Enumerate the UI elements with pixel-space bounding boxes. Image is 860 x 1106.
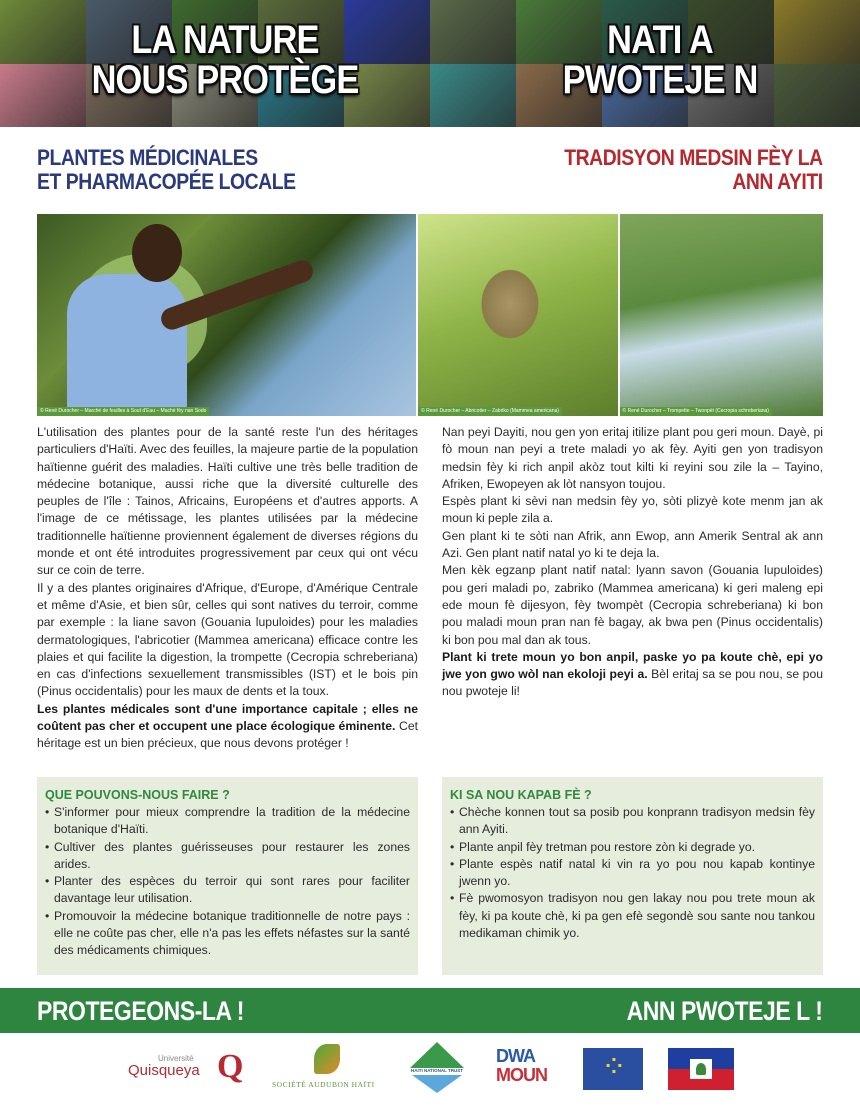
footer-slogan-band bbox=[0, 988, 860, 1033]
paragraph: Espès plant ki sèvi nan medsin fèy yo, sòti plizyè kote menm jan ak moun ki peple zila a. bbox=[442, 494, 823, 526]
eu-stars-icon: ⁘ bbox=[601, 1050, 625, 1085]
woman-figure bbox=[67, 274, 187, 414]
photo-abricotier bbox=[418, 214, 617, 416]
slogan-ht: ANN PWOTEJE L ! bbox=[627, 996, 823, 1026]
photo-caption: © René Durocher – Abricotier – Zabriko (Mammea americana) bbox=[418, 407, 562, 416]
heading-fr-line1: PLANTES MÉDICINALES bbox=[37, 145, 258, 170]
banner-title-ht-line1: NATI A bbox=[607, 18, 713, 62]
uq-name: Quisqueya bbox=[128, 1062, 200, 1079]
uq-q-icon: Q bbox=[217, 1048, 244, 1085]
list-item: • Chèche konnen tout sa posib pou konprann tradisyon medsin fèy ann Ayiti. bbox=[450, 804, 815, 839]
action-list bbox=[450, 804, 815, 942]
body-text-fr bbox=[37, 424, 418, 753]
paragraph: Gen plant ki te sòti nan Afrik, ann Ewop, ann Amerik Sentral ak ann Azi. Gen plant natif natal yo ki te deja la. bbox=[442, 528, 823, 561]
slogan-fr: PROTEGEONS-LA ! bbox=[37, 996, 244, 1026]
moun-text: MOUN bbox=[496, 1065, 547, 1085]
photo-leaf-market bbox=[37, 214, 416, 416]
section-heading-ht bbox=[565, 146, 823, 194]
heading-ht-line1: TRADISYON MEDSIN FÈY LA bbox=[564, 145, 823, 170]
banner-title-fr-line2: NOUS PROTÈGE bbox=[91, 58, 359, 102]
hnt-name: HAITI NATIONAL TRUST bbox=[410, 1068, 464, 1073]
body-text-ht bbox=[442, 424, 823, 701]
banner-photo-frog-on-leaf bbox=[0, 0, 86, 64]
paragraph: Men kèk egzanp plant natif natal: lyann savon (Gouania lupuloides) pou geri maladi po, zabriko (Mammea americana) ki geri maleng epi ede moun fè dijesyon, fèy twompèt (Cecropia schreberiana) ki bon pou maladi moun pran nan fè bagay, ak bwa pen (Pinus occidentalis) ki bon pou mal dan ak tous. bbox=[442, 563, 823, 647]
water-icon bbox=[412, 1075, 462, 1093]
banner-title-ht-line2: PWOTEJE N bbox=[562, 58, 758, 102]
universite-quisqueya-logo bbox=[125, 1040, 255, 1100]
banner-photo-turtle bbox=[430, 64, 516, 128]
haiti-national-trust-logo bbox=[402, 1040, 472, 1100]
woman-head bbox=[132, 224, 182, 282]
photo-caption: © René Durocher – Trompette – Twonpèt (Cecropia schreberiana) bbox=[620, 407, 772, 416]
mountain-icon bbox=[410, 1042, 464, 1068]
action-box-title: QUE POUVONS-NOUS FAIRE ? bbox=[45, 788, 230, 802]
sah-name: SOCIÉTÉ AUDUBON HAÏTI bbox=[272, 1080, 375, 1089]
list-item: • Plante anpil fèy tretman pou restore zòn ki degrade yo. bbox=[450, 839, 815, 856]
paragraph bbox=[37, 701, 418, 753]
banner-title-ht bbox=[531, 20, 789, 100]
banner-photo-tree-frog bbox=[0, 64, 86, 128]
photo-strip bbox=[37, 214, 823, 416]
paragraph-bold: Plant ki trete moun yo bon anpil, paske yo pa koute chè, epi yo jwe yon gwo wòl nan ekoloji peyi a. bbox=[442, 649, 823, 682]
dwa-text: DWA bbox=[496, 1046, 535, 1066]
list-item: • Promouvoir la médecine botanique traditionnelle de notre pays : elle ne coûte pas cher, elle n'a pas les effets néfastes sur la santé des médicaments chimiques. bbox=[45, 908, 410, 960]
list-item: • Cultiver des plantes guérisseuses pour restaurer les zones arides. bbox=[45, 839, 410, 874]
action-box-fr bbox=[37, 777, 418, 975]
paragraph: Il y a des plantes originaires d'Afrique, d'Europe, d'Amérique Centrale et même d'Asie, et bien sûr, celles qui sont natives du terroir, comme par exemple : la liane savon (Gouania lupuloides) pour les maladies dermatologiques, l'abricotier (Mammea americana) efficace contre les plaies et qui facilite la digestion, la trompette (Cecropia schreberiana) en cas d'infections sexuellement transmissibles (IST) et le bois pin (Pinus occidentalis) pour les maux de dents et la toux. bbox=[37, 580, 418, 699]
list-item: • Fè pwomosyon tradisyon nou gen lakay nou pou trete moun ak fèy, ki pa koute chè, ki pa gen efè segondè sou sante nou tankou medikaman chimik yo. bbox=[450, 890, 815, 942]
action-box-ht bbox=[442, 777, 823, 975]
dwa-moun-logo bbox=[494, 1040, 554, 1100]
photo-caption: © René Durocher – Marché de feuilles à Sout d'Eau – Machè fèy nan Sodo bbox=[37, 407, 209, 416]
partner-logos bbox=[0, 1040, 860, 1100]
section-heading-fr bbox=[37, 146, 296, 194]
action-box-title: KI SA NOU KAPAB FÈ ? bbox=[450, 788, 592, 802]
eu-flag-icon bbox=[583, 1048, 643, 1090]
paragraph: Nan peyi Dayiti, nou gen yon eritaj itilize plant pou geri moun. Dayè, pi fò moun nan peyi a trete maladi yo ak fèy. Ayiti gen yon tradisyon medsin fèy ki rich anpil akòz tout kilti ki reyini sou zile la – Tayino, Afriken, Ewopeyen ak lòt nansyon toujou. bbox=[442, 425, 823, 491]
uq-small-text: Université bbox=[158, 1054, 194, 1063]
banner-title-fr bbox=[83, 20, 367, 100]
haiti-flag-icon bbox=[668, 1048, 734, 1090]
paragraph bbox=[442, 649, 823, 701]
heading-ht-line2: ANN AYITI bbox=[732, 169, 823, 194]
paragraph: L'utilisation des plantes pour de la santé reste l'un des héritages particuliers d'Haïti. Avec des feuilles, la majeure partie de la population haïtienne guérit des maladies. Haïti cultive une très belle tradition de médecine botanique, aussi riche que la diversité culturelle des peuples de l'île : Tainos, Africains, Européens et d'autres apports. A l'image de ce métissage, les plantes utilisées par la médecine traditionnelle haïtienne proviennent également de diverses régions du monde et ont été introduites progressivement par ceux qui ont vécu sur ce coin de terre. bbox=[37, 425, 418, 578]
list-item: • Planter des espèces du terroir qui sont rares pour faciliter davantage leur utilisation. bbox=[45, 873, 410, 908]
coat-of-arms-icon bbox=[690, 1059, 712, 1079]
heading-fr-line2: ET PHARMACOPÉE LOCALE bbox=[37, 169, 296, 194]
paragraph-rest: Cet héritage est un bien précieux, que nous devons protéger ! bbox=[37, 719, 418, 751]
societe-audubon-haiti-logo bbox=[268, 1040, 388, 1100]
list-item: • Plante espès natif natal ki vin ra yo pou nou kapab kontinye jwenn yo. bbox=[450, 856, 815, 891]
banner-photo-woman-gathering bbox=[430, 0, 516, 64]
hummingbird-icon bbox=[314, 1044, 340, 1074]
paragraph-rest: Bèl eritaj sa se pou nou, se pou nou pwoteje li! bbox=[442, 667, 824, 699]
banner-title-fr-line1: LA NATURE bbox=[131, 18, 319, 62]
paragraph-bold: Les plantes médicales sont d'une importance capitale ; elles ne coûtent pas cher et occupent une place écologique éminente. bbox=[37, 701, 418, 734]
action-list bbox=[45, 804, 410, 960]
photo-trompette bbox=[620, 214, 823, 416]
list-item: • S'informer pour mieux comprendre la tradition de la médecine botanique d'Haïti. bbox=[45, 804, 410, 839]
